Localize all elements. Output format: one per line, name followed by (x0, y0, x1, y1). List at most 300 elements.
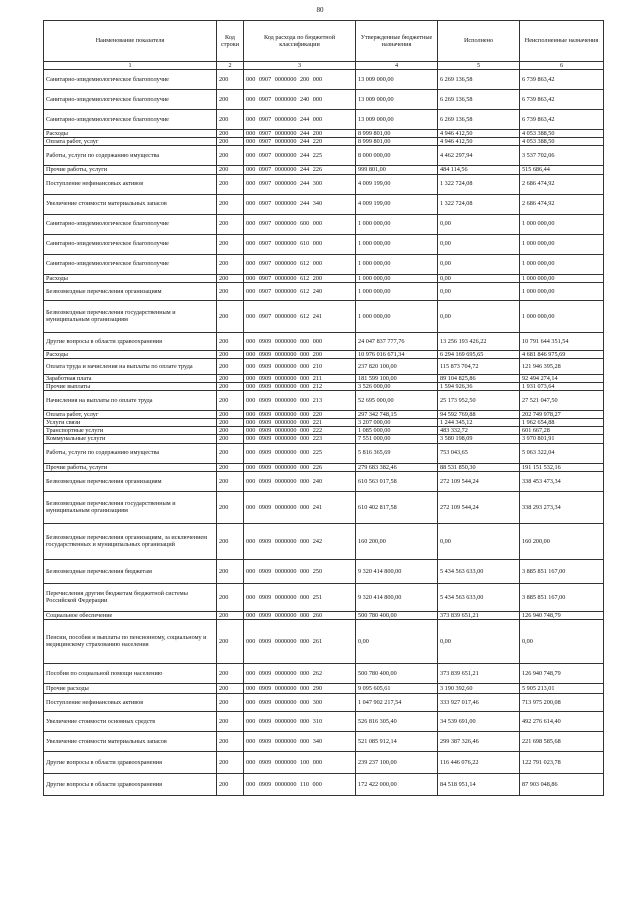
table-row (44, 751, 604, 773)
unexecuted-amount-cell: 6 739 863,42 (520, 90, 604, 110)
indicator-name-cell: Транспортные услуги (44, 427, 217, 435)
line-code-cell: 200 (217, 773, 244, 795)
table-row (44, 773, 604, 795)
line-code-cell: 200 (217, 332, 244, 350)
line-code-cell: 200 (217, 731, 244, 751)
approved-amount-cell: 4 009 199,00 (356, 194, 438, 214)
line-code-cell: 200 (217, 358, 244, 374)
expense-code-cell: 000 0909 0000000 000 220 (244, 411, 356, 419)
expense-code-cell: 000 0909 0000000 000 262 (244, 663, 356, 683)
approved-amount-cell: 237 820 100,00 (356, 358, 438, 374)
unexecuted-amount-cell: 338 453 473,34 (520, 471, 604, 491)
executed-amount-cell: 272 109 544,24 (438, 491, 520, 523)
executed-amount-cell: 0,00 (438, 282, 520, 300)
unexecuted-amount-cell: 4 053 388,50 (520, 138, 604, 146)
executed-amount-cell: 6 269 136,58 (438, 70, 520, 90)
table-row (44, 693, 604, 711)
table-row (44, 146, 604, 166)
expense-code-cell: 000 0907 0000000 244 340 (244, 194, 356, 214)
unexecuted-amount-cell: 3 885 851 167,00 (520, 559, 604, 583)
line-code-cell: 200 (217, 174, 244, 194)
executed-amount-cell: 0,00 (438, 523, 520, 559)
line-code-cell: 200 (217, 214, 244, 234)
indicator-name-cell: Санитарно-эпидемиологическое благополучие (44, 214, 217, 234)
executed-amount-cell: 333 927 017,46 (438, 693, 520, 711)
executed-amount-cell: 0,00 (438, 234, 520, 254)
line-code-cell: 200 (217, 254, 244, 274)
executed-amount-cell: 1 594 926,36 (438, 382, 520, 390)
expense-code-cell: 000 0909 0000000 000 290 (244, 683, 356, 693)
approved-amount-cell: 610 402 817,58 (356, 491, 438, 523)
unexecuted-amount-cell: 1 000 000,00 (520, 282, 604, 300)
expense-code-cell: 000 0909 0000000 000 222 (244, 427, 356, 435)
table-row (44, 611, 604, 619)
header-executed: Исполнено (438, 21, 520, 62)
line-code-cell: 200 (217, 234, 244, 254)
expense-code-cell: 000 0909 0000000 000 241 (244, 491, 356, 523)
expense-code-cell: 000 0909 0000000 000 210 (244, 358, 356, 374)
expense-code-cell: 000 0909 0000000 000 213 (244, 391, 356, 411)
approved-amount-cell: 5 816 365,69 (356, 443, 438, 463)
indicator-name-cell: Расходы (44, 274, 217, 282)
unexecuted-amount-cell: 2 686 474,92 (520, 194, 604, 214)
approved-amount-cell: 13 009 000,00 (356, 90, 438, 110)
approved-amount-cell: 13 009 000,00 (356, 70, 438, 90)
budget-execution-table (43, 20, 604, 796)
table-row (44, 214, 604, 234)
column-number: 2 (217, 62, 244, 70)
indicator-name-cell: Прочие расходы (44, 683, 217, 693)
column-number-row (44, 62, 604, 70)
approved-amount-cell: 239 237 100,00 (356, 751, 438, 773)
expense-code-cell: 000 0909 0000000 000 223 (244, 435, 356, 443)
unexecuted-amount-cell: 160 200,00 (520, 523, 604, 559)
expense-code-cell: 000 0907 0000000 244 200 (244, 130, 356, 138)
unexecuted-amount-cell: 126 940 748,79 (520, 663, 604, 683)
unexecuted-amount-cell: 92 494 274,14 (520, 374, 604, 382)
executed-amount-cell: 299 387 326,46 (438, 731, 520, 751)
executed-amount-cell: 0,00 (438, 274, 520, 282)
unexecuted-amount-cell: 515 686,44 (520, 166, 604, 174)
unexecuted-amount-cell: 601 667,28 (520, 427, 604, 435)
executed-amount-cell: 88 531 850,30 (438, 463, 520, 471)
indicator-name-cell: Работы, услуги по содержанию имущества (44, 146, 217, 166)
line-code-cell: 200 (217, 751, 244, 773)
line-code-cell: 200 (217, 411, 244, 419)
line-code-cell: 200 (217, 382, 244, 390)
unexecuted-amount-cell: 126 940 748,79 (520, 611, 604, 619)
indicator-name-cell: Прочие работы, услуги (44, 463, 217, 471)
line-code-cell: 200 (217, 274, 244, 282)
expense-code-cell: 000 0909 0000000 000 300 (244, 693, 356, 711)
line-code-cell: 200 (217, 619, 244, 663)
unexecuted-amount-cell: 2 686 474,92 (520, 174, 604, 194)
unexecuted-amount-cell: 121 946 395,28 (520, 358, 604, 374)
executed-amount-cell: 116 446 076,22 (438, 751, 520, 773)
executed-amount-cell: 1 322 724,08 (438, 174, 520, 194)
expense-code-cell: 000 0907 0000000 612 000 (244, 254, 356, 274)
indicator-name-cell: Другие вопросы в области здравоохранения (44, 332, 217, 350)
unexecuted-amount-cell: 202 749 978,27 (520, 411, 604, 419)
indicator-name-cell: Пособия по социальной помощи населению (44, 663, 217, 683)
table-row (44, 282, 604, 300)
table-row (44, 174, 604, 194)
unexecuted-amount-cell: 6 739 863,42 (520, 110, 604, 130)
expense-code-cell: 000 0909 0000000 000 226 (244, 463, 356, 471)
unexecuted-amount-cell: 27 521 047,50 (520, 391, 604, 411)
column-number: 5 (438, 62, 520, 70)
expense-code-cell: 000 0907 0000000 244 226 (244, 166, 356, 174)
line-code-cell: 200 (217, 663, 244, 683)
executed-amount-cell: 89 104 825,86 (438, 374, 520, 382)
header-line-code: Код строки (217, 21, 244, 62)
line-code-cell: 200 (217, 693, 244, 711)
executed-amount-cell: 4 946 412,50 (438, 138, 520, 146)
approved-amount-cell: 7 551 000,00 (356, 435, 438, 443)
expense-code-cell: 000 0909 0000000 000 240 (244, 471, 356, 491)
line-code-cell: 200 (217, 146, 244, 166)
table-row (44, 411, 604, 419)
approved-amount-cell: 1 000 000,00 (356, 274, 438, 282)
executed-amount-cell: 34 539 691,00 (438, 711, 520, 731)
line-code-cell: 200 (217, 391, 244, 411)
unexecuted-amount-cell: 5 905 213,01 (520, 683, 604, 693)
line-code-cell: 200 (217, 435, 244, 443)
executed-amount-cell: 94 592 769,88 (438, 411, 520, 419)
executed-amount-cell: 1 322 724,08 (438, 194, 520, 214)
header-row (44, 21, 604, 62)
executed-amount-cell: 272 109 544,24 (438, 471, 520, 491)
executed-amount-cell: 0,00 (438, 254, 520, 274)
executed-amount-cell: 0,00 (438, 300, 520, 332)
executed-amount-cell: 6 269 136,58 (438, 110, 520, 130)
approved-amount-cell: 160 200,00 (356, 523, 438, 559)
unexecuted-amount-cell: 122 791 023,78 (520, 751, 604, 773)
expense-code-cell: 000 0909 0000000 000 225 (244, 443, 356, 463)
indicator-name-cell: Социальное обеспечение (44, 611, 217, 619)
table-row (44, 471, 604, 491)
table-row (44, 427, 604, 435)
unexecuted-amount-cell: 1 000 000,00 (520, 300, 604, 332)
approved-amount-cell: 172 422 000,00 (356, 773, 438, 795)
table-row (44, 559, 604, 583)
approved-amount-cell: 4 009 199,00 (356, 174, 438, 194)
indicator-name-cell: Оплата работ, услуг (44, 138, 217, 146)
expense-code-cell: 000 0907 0000000 600 000 (244, 214, 356, 234)
executed-amount-cell: 6 294 169 695,65 (438, 350, 520, 358)
table-row (44, 683, 604, 693)
column-number: 6 (520, 62, 604, 70)
line-code-cell: 200 (217, 138, 244, 146)
unexecuted-amount-cell: 3 537 702,06 (520, 146, 604, 166)
approved-amount-cell: 8 999 801,00 (356, 130, 438, 138)
table-row (44, 254, 604, 274)
table-row (44, 332, 604, 350)
indicator-name-cell: Поступление нефинансовых активов (44, 693, 217, 711)
line-code-cell: 200 (217, 523, 244, 559)
approved-amount-cell: 9 095 605,61 (356, 683, 438, 693)
unexecuted-amount-cell: 1 000 000,00 (520, 274, 604, 282)
column-number: 1 (44, 62, 217, 70)
executed-amount-cell: 753 043,65 (438, 443, 520, 463)
table-row (44, 70, 604, 90)
expense-code-cell: 000 0909 0000000 100 000 (244, 751, 356, 773)
approved-amount-cell: 279 683 382,46 (356, 463, 438, 471)
executed-amount-cell: 373 839 651,21 (438, 611, 520, 619)
expense-code-cell: 000 0909 0000000 000 250 (244, 559, 356, 583)
executed-amount-cell: 0,00 (438, 214, 520, 234)
indicator-name-cell: Безвозмездные перечисления государственным и муниципальным организациям (44, 491, 217, 523)
approved-amount-cell: 521 085 912,14 (356, 731, 438, 751)
indicator-name-cell: Безвозмездные перечисления бюджетам (44, 559, 217, 583)
indicator-name-cell: Санитарно-эпидемиологическое благополучие (44, 254, 217, 274)
indicator-name-cell: Безвозмездные перечисления государственным и муниципальным организациям (44, 300, 217, 332)
indicator-name-cell: Расходы (44, 350, 217, 358)
executed-amount-cell: 3 190 392,60 (438, 683, 520, 693)
line-code-cell: 200 (217, 130, 244, 138)
approved-amount-cell: 8 000 000,00 (356, 146, 438, 166)
approved-amount-cell: 10 976 016 671,34 (356, 350, 438, 358)
table-row (44, 194, 604, 214)
expense-code-cell: 000 0909 0000000 000 251 (244, 583, 356, 611)
unexecuted-amount-cell: 191 151 532,16 (520, 463, 604, 471)
indicator-name-cell: Расходы (44, 130, 217, 138)
approved-amount-cell: 13 009 000,00 (356, 110, 438, 130)
indicator-name-cell: Санитарно-эпидемиологическое благополучие (44, 70, 217, 90)
executed-amount-cell: 6 269 136,58 (438, 90, 520, 110)
indicator-name-cell: Услуги связи (44, 419, 217, 427)
approved-amount-cell: 1 000 000,00 (356, 300, 438, 332)
approved-amount-cell: 181 599 100,00 (356, 374, 438, 382)
expense-code-cell: 000 0909 0000000 110 000 (244, 773, 356, 795)
approved-amount-cell: 52 695 000,00 (356, 391, 438, 411)
indicator-name-cell: Другие вопросы в области здравоохранения (44, 751, 217, 773)
column-number: 4 (356, 62, 438, 70)
line-code-cell: 200 (217, 427, 244, 435)
executed-amount-cell: 483 332,72 (438, 427, 520, 435)
approved-amount-cell: 8 999 801,00 (356, 138, 438, 146)
table-row (44, 663, 604, 683)
approved-amount-cell: 500 780 400,00 (356, 611, 438, 619)
table-row (44, 619, 604, 663)
table-row (44, 711, 604, 731)
indicator-name-cell: Начисления на выплаты по оплате труда (44, 391, 217, 411)
unexecuted-amount-cell: 1 962 654,88 (520, 419, 604, 427)
unexecuted-amount-cell: 10 791 644 351,54 (520, 332, 604, 350)
table-row (44, 443, 604, 463)
line-code-cell: 200 (217, 300, 244, 332)
executed-amount-cell: 84 518 951,14 (438, 773, 520, 795)
executed-amount-cell: 3 580 198,09 (438, 435, 520, 443)
header-approved: Утвержденные бюджетные назначения (356, 21, 438, 62)
unexecuted-amount-cell: 0,00 (520, 619, 604, 663)
executed-amount-cell: 1 244 345,12 (438, 419, 520, 427)
unexecuted-amount-cell: 4 053 388,50 (520, 130, 604, 138)
table-row (44, 523, 604, 559)
expense-code-cell: 000 0907 0000000 612 240 (244, 282, 356, 300)
expense-code-cell: 000 0907 0000000 200 000 (244, 70, 356, 90)
expense-code-cell: 000 0909 0000000 000 200 (244, 350, 356, 358)
unexecuted-amount-cell: 1 000 000,00 (520, 254, 604, 274)
unexecuted-amount-cell: 5 063 322,04 (520, 443, 604, 463)
approved-amount-cell: 3 526 000,00 (356, 382, 438, 390)
approved-amount-cell: 1 000 000,00 (356, 254, 438, 274)
header-unexecuted: Неисполненные назначения (520, 21, 604, 62)
indicator-name-cell: Оплата труда и начисления на выплаты по оплате труда (44, 358, 217, 374)
approved-amount-cell: 526 816 305,40 (356, 711, 438, 731)
expense-code-cell: 000 0907 0000000 610 000 (244, 234, 356, 254)
table-row (44, 391, 604, 411)
table-row (44, 358, 604, 374)
table-row (44, 374, 604, 382)
indicator-name-cell: Другие вопросы в области здравоохранения (44, 773, 217, 795)
unexecuted-amount-cell: 1 000 000,00 (520, 214, 604, 234)
unexecuted-amount-cell: 87 903 048,86 (520, 773, 604, 795)
unexecuted-amount-cell: 3 970 801,91 (520, 435, 604, 443)
indicator-name-cell: Увеличение стоимости материальных запасов (44, 194, 217, 214)
unexecuted-amount-cell: 6 739 863,42 (520, 70, 604, 90)
line-code-cell: 200 (217, 419, 244, 427)
table-row (44, 491, 604, 523)
indicator-name-cell: Санитарно-эпидемиологическое благополучие (44, 234, 217, 254)
executed-amount-cell: 0,00 (438, 619, 520, 663)
expense-code-cell: 000 0909 0000000 000 260 (244, 611, 356, 619)
column-number: 3 (244, 62, 356, 70)
expense-code-cell: 000 0907 0000000 240 000 (244, 90, 356, 110)
line-code-cell: 200 (217, 166, 244, 174)
unexecuted-amount-cell: 3 885 851 167,00 (520, 583, 604, 611)
line-code-cell: 200 (217, 443, 244, 463)
approved-amount-cell: 297 342 748,15 (356, 411, 438, 419)
expense-code-cell: 000 0907 0000000 612 241 (244, 300, 356, 332)
expense-code-cell: 000 0907 0000000 244 225 (244, 146, 356, 166)
table-row (44, 90, 604, 110)
indicator-name-cell: Пенсии, пособия и выплаты по пенсионному, социальному и медицинскому страхованию населения (44, 619, 217, 663)
line-code-cell: 200 (217, 374, 244, 382)
line-code-cell: 200 (217, 683, 244, 693)
line-code-cell: 200 (217, 491, 244, 523)
indicator-name-cell: Безвозмездные перечисления организациям (44, 471, 217, 491)
approved-amount-cell: 500 780 400,00 (356, 663, 438, 683)
table-row (44, 274, 604, 282)
table-row (44, 138, 604, 146)
approved-amount-cell: 9 320 414 800,00 (356, 559, 438, 583)
expense-code-cell: 000 0909 0000000 000 261 (244, 619, 356, 663)
indicator-name-cell: Заработная плата (44, 374, 217, 382)
table-row (44, 130, 604, 138)
executed-amount-cell: 4 462 297,94 (438, 146, 520, 166)
expense-code-cell: 000 0909 0000000 000 211 (244, 374, 356, 382)
indicator-name-cell: Безвозмездные перечисления организациям (44, 282, 217, 300)
approved-amount-cell: 999 801,00 (356, 166, 438, 174)
approved-amount-cell: 1 000 000,00 (356, 234, 438, 254)
indicator-name-cell: Санитарно-эпидемиологическое благополучие (44, 110, 217, 130)
expense-code-cell: 000 0909 0000000 000 212 (244, 382, 356, 390)
unexecuted-amount-cell: 338 293 273,34 (520, 491, 604, 523)
line-code-cell: 200 (217, 70, 244, 90)
expense-code-cell: 000 0909 0000000 000 242 (244, 523, 356, 559)
page-number: 80 (316, 6, 324, 14)
line-code-cell: 200 (217, 350, 244, 358)
expense-code-cell: 000 0909 0000000 000 000 (244, 332, 356, 350)
table-row (44, 382, 604, 390)
indicator-name-cell: Коммунальные услуги (44, 435, 217, 443)
header-indicator-name: Наименование показателя (44, 21, 217, 62)
indicator-name-cell: Увеличение стоимости основных средств (44, 711, 217, 731)
executed-amount-cell: 5 434 563 633,00 (438, 583, 520, 611)
unexecuted-amount-cell: 713 975 200,08 (520, 693, 604, 711)
line-code-cell: 200 (217, 282, 244, 300)
approved-amount-cell: 1 000 000,00 (356, 282, 438, 300)
expense-code-cell: 000 0909 0000000 000 221 (244, 419, 356, 427)
approved-amount-cell: 3 207 000,00 (356, 419, 438, 427)
table-row (44, 166, 604, 174)
unexecuted-amount-cell: 1 000 000,00 (520, 234, 604, 254)
executed-amount-cell: 5 434 563 633,00 (438, 559, 520, 583)
executed-amount-cell: 25 173 952,50 (438, 391, 520, 411)
expense-code-cell: 000 0909 0000000 000 310 (244, 711, 356, 731)
table-row (44, 583, 604, 611)
indicator-name-cell: Поступление нефинансовых активов (44, 174, 217, 194)
expense-code-cell: 000 0907 0000000 244 000 (244, 110, 356, 130)
indicator-name-cell: Прочие выплаты (44, 382, 217, 390)
unexecuted-amount-cell: 1 931 073,64 (520, 382, 604, 390)
expense-code-cell: 000 0907 0000000 612 200 (244, 274, 356, 282)
executed-amount-cell: 13 256 193 426,22 (438, 332, 520, 350)
line-code-cell: 200 (217, 583, 244, 611)
approved-amount-cell: 1 000 000,00 (356, 214, 438, 234)
indicator-name-cell: Перечисления другим бюджетам бюджетной системы Российской Федерации (44, 583, 217, 611)
indicator-name-cell: Безвозмездные перечисления организациям, за исключением государственных и муниципальных организаций (44, 523, 217, 559)
executed-amount-cell: 4 946 412,50 (438, 130, 520, 138)
line-code-cell: 200 (217, 90, 244, 110)
table-row (44, 435, 604, 443)
table-body (44, 70, 604, 796)
line-code-cell: 200 (217, 711, 244, 731)
line-code-cell: 200 (217, 110, 244, 130)
table-row (44, 463, 604, 471)
table-row (44, 419, 604, 427)
approved-amount-cell: 1 047 902 217,54 (356, 693, 438, 711)
line-code-cell: 200 (217, 471, 244, 491)
line-code-cell: 200 (217, 194, 244, 214)
unexecuted-amount-cell: 221 698 585,68 (520, 731, 604, 751)
expense-code-cell: 000 0909 0000000 000 340 (244, 731, 356, 751)
table-row (44, 234, 604, 254)
unexecuted-amount-cell: 4 681 846 975,69 (520, 350, 604, 358)
expense-code-cell: 000 0907 0000000 244 300 (244, 174, 356, 194)
executed-amount-cell: 115 873 704,72 (438, 358, 520, 374)
indicator-name-cell: Увеличение стоимости материальных запасов (44, 731, 217, 751)
table-row (44, 110, 604, 130)
table-row (44, 731, 604, 751)
header-expense-code: Код расхода по бюджетной классификации (244, 21, 356, 62)
unexecuted-amount-cell: 492 276 614,40 (520, 711, 604, 731)
indicator-name-cell: Работы, услуги по содержанию имущества (44, 443, 217, 463)
line-code-cell: 200 (217, 559, 244, 583)
indicator-name-cell: Санитарно-эпидемиологическое благополучие (44, 90, 217, 110)
indicator-name-cell: Оплата работ, услуг (44, 411, 217, 419)
table-row (44, 300, 604, 332)
table-row (44, 350, 604, 358)
executed-amount-cell: 484 114,56 (438, 166, 520, 174)
line-code-cell: 200 (217, 611, 244, 619)
approved-amount-cell: 1 085 000,00 (356, 427, 438, 435)
approved-amount-cell: 610 563 017,58 (356, 471, 438, 491)
approved-amount-cell: 0,00 (356, 619, 438, 663)
indicator-name-cell: Прочие работы, услуги (44, 166, 217, 174)
expense-code-cell: 000 0907 0000000 244 220 (244, 138, 356, 146)
